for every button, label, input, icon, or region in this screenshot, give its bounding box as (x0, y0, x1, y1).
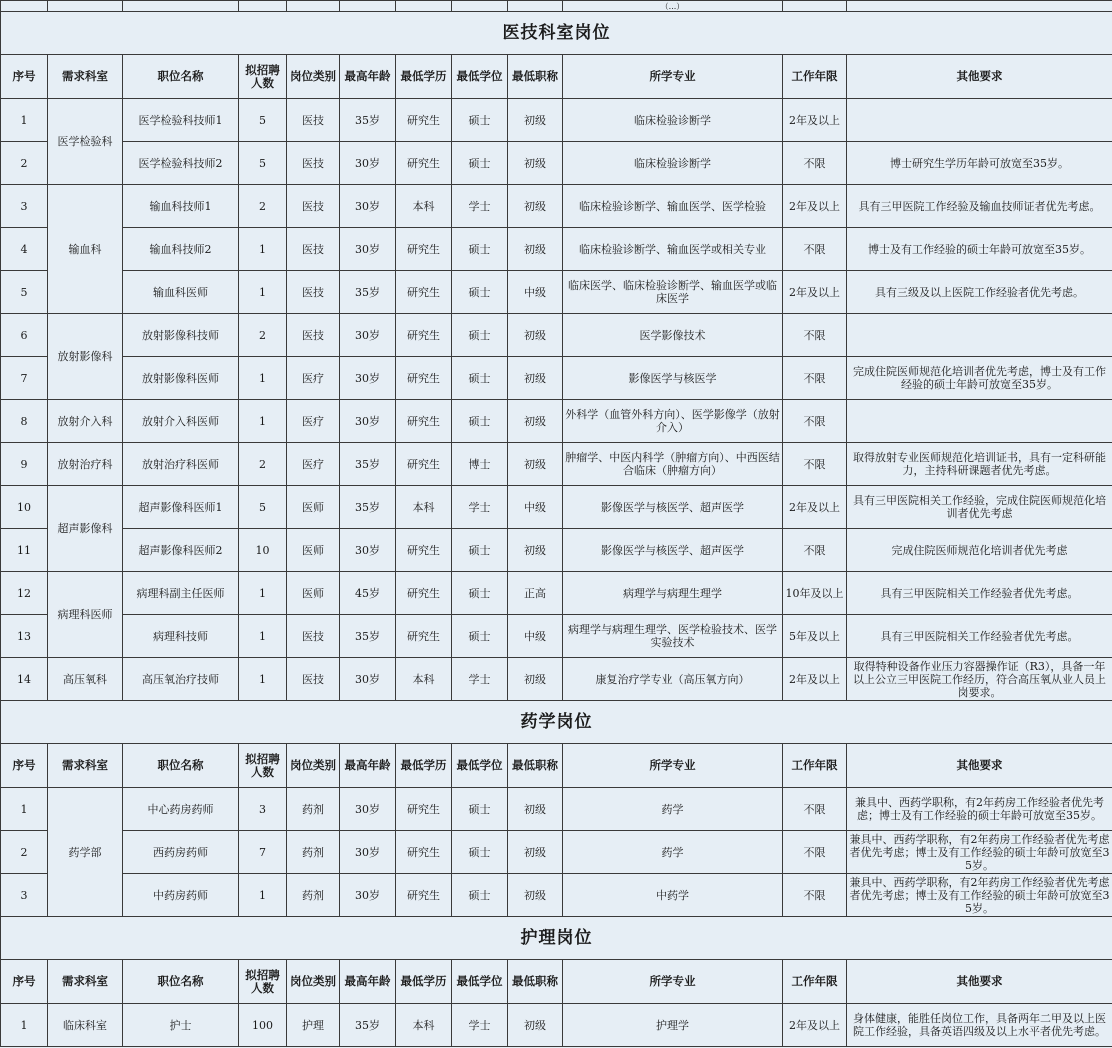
edu-cell: 研究生 (396, 529, 452, 572)
title-cell: 初级 (508, 99, 563, 142)
count-cell: 2 (239, 185, 287, 228)
section-title-row (1, 12, 1112, 55)
table-cell (396, 1, 452, 12)
age-cell: 30岁 (340, 400, 396, 443)
edu-cell: 研究生 (396, 142, 452, 185)
title-cell: 初级 (508, 443, 563, 486)
years-cell: 2年及以上 (783, 1004, 847, 1047)
age-cell: 30岁 (340, 357, 396, 400)
table-row (1, 658, 1112, 701)
table-row (1, 271, 1112, 314)
other-cell: 具有三甲医院相关工作经验，完成住院医师规范化培训者优先考虑 (847, 486, 1112, 529)
dept-cell: 病理科医师 (48, 572, 123, 658)
age-cell: 35岁 (340, 443, 396, 486)
category-cell: 医技 (287, 615, 340, 658)
category-cell: 医技 (287, 314, 340, 357)
other-cell: 具有三甲医院工作经验及输血技师证者优先考虑。 (847, 185, 1112, 228)
other-cell (847, 99, 1112, 142)
position-cell: 医学检验科技师2 (123, 142, 239, 185)
position-cell: 中药房药师 (123, 874, 239, 917)
age-cell: 30岁 (340, 658, 396, 701)
category-cell: 医师 (287, 529, 340, 572)
other-cell: 取得特种设备作业压力容器操作证（R3），具备一年以上公立三甲医院工作经历，符合高压氧从业人员上岗要求。 (847, 658, 1112, 701)
years-cell: 10年及以上 (783, 572, 847, 615)
other-cell (847, 314, 1112, 357)
no-cell: 5 (1, 271, 48, 314)
other-cell: 完成住院医师规范化培训者优先考虑，博士及有工作经验的硕士年龄可放宽至35岁。 (847, 357, 1112, 400)
section-title-row (1, 701, 1112, 744)
position-cell: 输血科技师2 (123, 228, 239, 271)
age-cell: 35岁 (340, 1004, 396, 1047)
no-cell: 8 (1, 400, 48, 443)
edu-cell: 本科 (396, 658, 452, 701)
age-cell: 35岁 (340, 99, 396, 142)
position-cell: 超声影像科医师2 (123, 529, 239, 572)
title-cell: 初级 (508, 228, 563, 271)
title-cell: 初级 (508, 142, 563, 185)
position-cell: 病理科副主任医师 (123, 572, 239, 615)
years-cell: 5年及以上 (783, 615, 847, 658)
column-header: 工作年限 (783, 744, 847, 788)
position-cell: 超声影像科医师1 (123, 486, 239, 529)
position-cell: 放射治疗科医师 (123, 443, 239, 486)
dept-cell: 超声影像科 (48, 486, 123, 572)
years-cell: 2年及以上 (783, 658, 847, 701)
degree-cell: 硕士 (452, 788, 508, 831)
years-cell: 2年及以上 (783, 486, 847, 529)
title-cell: 初级 (508, 185, 563, 228)
no-cell: 1 (1, 99, 48, 142)
years-cell: 不限 (783, 443, 847, 486)
column-header: 最高年龄 (340, 960, 396, 1004)
degree-cell: 硕士 (452, 400, 508, 443)
category-cell: 药剂 (287, 788, 340, 831)
edu-cell: 本科 (396, 185, 452, 228)
years-cell: 2年及以上 (783, 271, 847, 314)
other-cell: 具有三甲医院相关工作经验者优先考虑。 (847, 615, 1112, 658)
count-cell: 1 (239, 658, 287, 701)
category-cell: 医疗 (287, 400, 340, 443)
degree-cell: 硕士 (452, 142, 508, 185)
column-header: 岗位类别 (287, 55, 340, 99)
other-cell (847, 400, 1112, 443)
other-cell: 具有三级及以上医院工作经验者优先考虑。 (847, 271, 1112, 314)
major-cell: 临床检验诊断学 (563, 99, 783, 142)
table-row (1, 874, 1112, 917)
count-cell: 10 (239, 529, 287, 572)
age-cell: 30岁 (340, 874, 396, 917)
dept-cell: 放射影像科 (48, 314, 123, 400)
count-cell: 1 (239, 572, 287, 615)
column-header: 职位名称 (123, 744, 239, 788)
table-cell (783, 1, 847, 12)
table-row (1, 572, 1112, 615)
other-cell: 取得放射专业医师规范化培训证书，具有一定科研能力，主持科研课题者优先考虑。 (847, 443, 1112, 486)
table-row (1, 400, 1112, 443)
category-cell: 医师 (287, 572, 340, 615)
years-cell: 不限 (783, 142, 847, 185)
dept-cell: 临床科室 (48, 1004, 123, 1047)
other-cell: 身体健康，能胜任岗位工作，具备两年二甲及以上医院工作经验，具备英语四级及以上水平者优先考虑。 (847, 1004, 1112, 1047)
category-cell: 医技 (287, 228, 340, 271)
count-cell: 100 (239, 1004, 287, 1047)
column-header: 需求科室 (48, 744, 123, 788)
section-title: 药学岗位 (1, 701, 1112, 744)
major-cell: 病理学与病理生理学、医学检验技术、医学实验技术 (563, 615, 783, 658)
column-header: 工作年限 (783, 960, 847, 1004)
table-cell (340, 1, 396, 12)
major-cell: 药学 (563, 788, 783, 831)
column-header: 最低职称 (508, 744, 563, 788)
column-header: 需求科室 (48, 55, 123, 99)
count-cell: 5 (239, 99, 287, 142)
category-cell: 医疗 (287, 357, 340, 400)
table-row (1, 788, 1112, 831)
degree-cell: 硕士 (452, 615, 508, 658)
no-cell: 11 (1, 529, 48, 572)
no-cell: 1 (1, 1004, 48, 1047)
major-cell: 影像医学与核医学 (563, 357, 783, 400)
column-header: 最低学位 (452, 744, 508, 788)
edu-cell: 研究生 (396, 271, 452, 314)
age-cell: 30岁 (340, 142, 396, 185)
column-header: 岗位类别 (287, 744, 340, 788)
table-row (1, 357, 1112, 400)
no-cell: 2 (1, 142, 48, 185)
column-header: 序号 (1, 55, 48, 99)
dept-cell: 输血科 (48, 185, 123, 314)
degree-cell: 硕士 (452, 572, 508, 615)
table-row (1, 99, 1112, 142)
category-cell: 医技 (287, 185, 340, 228)
table-row (1, 1004, 1112, 1047)
title-cell: 初级 (508, 788, 563, 831)
no-cell: 3 (1, 874, 48, 917)
degree-cell: 学士 (452, 185, 508, 228)
degree-cell: 硕士 (452, 529, 508, 572)
table-cell (847, 1, 1112, 12)
table-row (1, 529, 1112, 572)
column-header: 最低学历 (396, 55, 452, 99)
major-cell: 临床检验诊断学、输血医学或相关专业 (563, 228, 783, 271)
major-cell: 护理学 (563, 1004, 783, 1047)
column-header: 其他要求 (847, 744, 1112, 788)
years-cell: 不限 (783, 874, 847, 917)
edu-cell: 研究生 (396, 788, 452, 831)
position-cell: 输血科医师 (123, 271, 239, 314)
category-cell: 医技 (287, 658, 340, 701)
column-header: 序号 (1, 744, 48, 788)
years-cell: 2年及以上 (783, 99, 847, 142)
position-cell: 放射介入科医师 (123, 400, 239, 443)
no-cell: 10 (1, 486, 48, 529)
title-cell: 初级 (508, 400, 563, 443)
years-cell: 不限 (783, 228, 847, 271)
column-header: 所学专业 (563, 55, 783, 99)
major-cell: 康复治疗学专业（高压氧方向） (563, 658, 783, 701)
age-cell: 35岁 (340, 486, 396, 529)
title-cell: 正高 (508, 572, 563, 615)
title-cell: 初级 (508, 874, 563, 917)
column-header: 所学专业 (563, 744, 783, 788)
table-cell (1, 1, 48, 12)
column-header: 最高年龄 (340, 744, 396, 788)
degree-cell: 硕士 (452, 99, 508, 142)
category-cell: 医技 (287, 142, 340, 185)
degree-cell: 硕士 (452, 228, 508, 271)
age-cell: 30岁 (340, 529, 396, 572)
edu-cell: 研究生 (396, 831, 452, 874)
title-cell: 初级 (508, 658, 563, 701)
table-row (1, 185, 1112, 228)
count-cell: 1 (239, 874, 287, 917)
table-cell (239, 1, 287, 12)
position-cell: 放射影像科医师 (123, 357, 239, 400)
column-header: 拟招聘人数 (239, 960, 287, 1004)
category-cell: 医师 (287, 486, 340, 529)
title-cell: 初级 (508, 1004, 563, 1047)
table-cell (48, 1, 123, 12)
major-cell: 临床检验诊断学 (563, 142, 783, 185)
edu-cell: 研究生 (396, 99, 452, 142)
age-cell: 30岁 (340, 185, 396, 228)
degree-cell: 学士 (452, 1004, 508, 1047)
age-cell: 35岁 (340, 271, 396, 314)
title-cell: 中级 (508, 486, 563, 529)
age-cell: 30岁 (340, 831, 396, 874)
column-header: 序号 (1, 960, 48, 1004)
edu-cell: 本科 (396, 486, 452, 529)
age-cell: 45岁 (340, 572, 396, 615)
title-cell: 中级 (508, 615, 563, 658)
other-cell: 完成住院医师规范化培训者优先考虑 (847, 529, 1112, 572)
dept-cell: 医学检验科 (48, 99, 123, 185)
no-cell: 1 (1, 788, 48, 831)
major-cell: 病理学与病理生理学 (563, 572, 783, 615)
no-cell: 9 (1, 443, 48, 486)
section-title: 医技科室岗位 (1, 12, 1112, 55)
years-cell: 不限 (783, 400, 847, 443)
years-cell: 不限 (783, 529, 847, 572)
category-cell: 药剂 (287, 831, 340, 874)
table-cell: （...） (563, 1, 783, 12)
column-header: 拟招聘人数 (239, 55, 287, 99)
column-header: 职位名称 (123, 960, 239, 1004)
dept-cell: 药学部 (48, 788, 123, 917)
column-header: 最低学位 (452, 55, 508, 99)
major-cell: 临床医学、临床检验诊断学、输血医学或临床医学 (563, 271, 783, 314)
count-cell: 1 (239, 228, 287, 271)
other-cell: 兼具中、西药学职称，有2年药房工作经验者优先考虑；博士及有工作经验的硕士年龄可放宽至35岁。 (847, 788, 1112, 831)
column-header: 其他要求 (847, 55, 1112, 99)
column-header: 岗位类别 (287, 960, 340, 1004)
degree-cell: 硕士 (452, 314, 508, 357)
count-cell: 1 (239, 271, 287, 314)
no-cell: 6 (1, 314, 48, 357)
column-header: 职位名称 (123, 55, 239, 99)
major-cell: 药学 (563, 831, 783, 874)
table-row (1, 615, 1112, 658)
position-cell: 输血科技师1 (123, 185, 239, 228)
count-cell: 1 (239, 357, 287, 400)
edu-cell: 研究生 (396, 874, 452, 917)
table-cell (508, 1, 563, 12)
years-cell: 2年及以上 (783, 185, 847, 228)
position-cell: 放射影像科技师 (123, 314, 239, 357)
major-cell: 肿瘤学、中医内科学（肿瘤方向）、中西医结合临床（肿瘤方向） (563, 443, 783, 486)
degree-cell: 博士 (452, 443, 508, 486)
edu-cell: 研究生 (396, 400, 452, 443)
count-cell: 7 (239, 831, 287, 874)
position-cell: 高压氧治疗技师 (123, 658, 239, 701)
position-cell: 医学检验科技师1 (123, 99, 239, 142)
other-cell: 具有三甲医院相关工作经验者优先考虑。 (847, 572, 1112, 615)
category-cell: 医疗 (287, 443, 340, 486)
age-cell: 35岁 (340, 615, 396, 658)
major-cell: 外科学（血管外科方向）、医学影像学（放射介入） (563, 400, 783, 443)
column-header: 其他要求 (847, 960, 1112, 1004)
count-cell: 5 (239, 142, 287, 185)
column-header: 需求科室 (48, 960, 123, 1004)
edu-cell: 研究生 (396, 572, 452, 615)
category-cell: 药剂 (287, 874, 340, 917)
table-row (1, 831, 1112, 874)
other-cell: 博士及有工作经验的硕士年龄可放宽至35岁。 (847, 228, 1112, 271)
age-cell: 30岁 (340, 788, 396, 831)
count-cell: 2 (239, 314, 287, 357)
edu-cell: 本科 (396, 1004, 452, 1047)
position-cell: 护士 (123, 1004, 239, 1047)
position-cell: 西药房药师 (123, 831, 239, 874)
title-cell: 初级 (508, 529, 563, 572)
edu-cell: 研究生 (396, 443, 452, 486)
count-cell: 5 (239, 486, 287, 529)
years-cell: 不限 (783, 357, 847, 400)
dept-cell: 放射治疗科 (48, 443, 123, 486)
other-cell: 兼具中、西药学职称，有2年药房工作经验者优先考虑者优先考虑；博士及有工作经验的硕士年龄可放宽至35岁。 (847, 874, 1112, 917)
degree-cell: 学士 (452, 486, 508, 529)
no-cell: 3 (1, 185, 48, 228)
table-cell (123, 1, 239, 12)
column-header: 拟招聘人数 (239, 744, 287, 788)
no-cell: 2 (1, 831, 48, 874)
category-cell: 护理 (287, 1004, 340, 1047)
title-cell: 初级 (508, 831, 563, 874)
column-header: 所学专业 (563, 960, 783, 1004)
title-cell: 初级 (508, 357, 563, 400)
position-cell: 病理科技师 (123, 615, 239, 658)
other-cell: 博士研究生学历年龄可放宽至35岁。 (847, 142, 1112, 185)
no-cell: 4 (1, 228, 48, 271)
major-cell: 临床检验诊断学、输血医学、医学检验 (563, 185, 783, 228)
column-header: 最高年龄 (340, 55, 396, 99)
header-row (1, 744, 1112, 788)
no-cell: 13 (1, 615, 48, 658)
section-title-row (1, 917, 1112, 960)
edu-cell: 研究生 (396, 357, 452, 400)
years-cell: 不限 (783, 314, 847, 357)
age-cell: 30岁 (340, 228, 396, 271)
count-cell: 2 (239, 443, 287, 486)
section-title: 护理岗位 (1, 917, 1112, 960)
table-row (1, 314, 1112, 357)
degree-cell: 硕士 (452, 874, 508, 917)
column-header: 最低职称 (508, 55, 563, 99)
header-row (1, 960, 1112, 1004)
count-cell: 1 (239, 400, 287, 443)
major-cell: 影像医学与核医学、超声医学 (563, 486, 783, 529)
table-cell (287, 1, 340, 12)
column-header: 最低学位 (452, 960, 508, 1004)
years-cell: 不限 (783, 788, 847, 831)
major-cell: 中药学 (563, 874, 783, 917)
major-cell: 医学影像技术 (563, 314, 783, 357)
table-row (1, 142, 1112, 185)
table-row (1, 443, 1112, 486)
degree-cell: 硕士 (452, 357, 508, 400)
degree-cell: 硕士 (452, 831, 508, 874)
category-cell: 医技 (287, 271, 340, 314)
other-cell: 兼具中、西药学职称，有2年药房工作经验者优先考虑者优先考虑；博士及有工作经验的硕士年龄可放宽至35岁。 (847, 831, 1112, 874)
years-cell: 不限 (783, 831, 847, 874)
column-header: 最低学历 (396, 960, 452, 1004)
column-header: 最低学历 (396, 744, 452, 788)
edu-cell: 研究生 (396, 228, 452, 271)
column-header: 工作年限 (783, 55, 847, 99)
major-cell: 影像医学与核医学、超声医学 (563, 529, 783, 572)
header-row (1, 55, 1112, 99)
count-cell: 1 (239, 615, 287, 658)
dept-cell: 高压氧科 (48, 658, 123, 701)
table-row (1, 228, 1112, 271)
edu-cell: 研究生 (396, 314, 452, 357)
age-cell: 30岁 (340, 314, 396, 357)
no-cell: 14 (1, 658, 48, 701)
position-cell: 中心药房药师 (123, 788, 239, 831)
clipped-top-row (1, 1, 1112, 12)
degree-cell: 硕士 (452, 271, 508, 314)
count-cell: 3 (239, 788, 287, 831)
table-cell (452, 1, 508, 12)
table-row (1, 486, 1112, 529)
dept-cell: 放射介入科 (48, 400, 123, 443)
title-cell: 中级 (508, 271, 563, 314)
no-cell: 7 (1, 357, 48, 400)
edu-cell: 研究生 (396, 615, 452, 658)
category-cell: 医技 (287, 99, 340, 142)
no-cell: 12 (1, 572, 48, 615)
column-header: 最低职称 (508, 960, 563, 1004)
degree-cell: 学士 (452, 658, 508, 701)
title-cell: 初级 (508, 314, 563, 357)
